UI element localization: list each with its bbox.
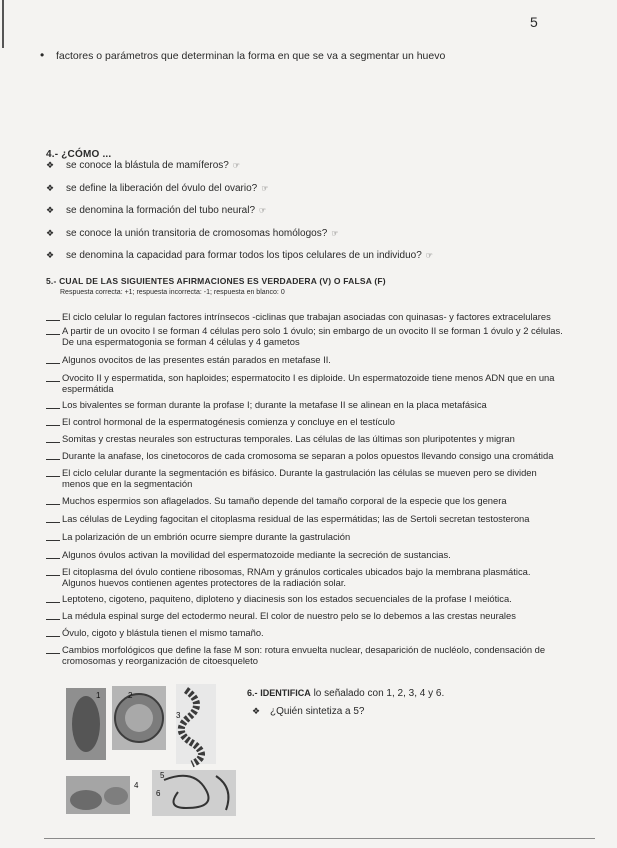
answer-blank[interactable]	[46, 450, 60, 460]
answer-blank[interactable]	[46, 311, 60, 321]
question-item: ❖ se denomina la formación del tubo neural? ☞	[46, 205, 267, 216]
statement-row: Somitas y crestas neurales son estructuras temporales. Las células de las últimas son pluripotentes y migran	[46, 433, 566, 444]
diamond-bullet-icon: ❖	[46, 227, 55, 238]
statement-row: Muchos espermios son aflagelados. Su tamaño depende del tamaño corporal de la especie que los genera	[46, 495, 566, 506]
statement-row: El control hormonal de la espermatogénesis comienza y concluye en el testículo	[46, 416, 566, 427]
question-item: ❖ se denomina la capacidad para formar todos los tipos celulares de un individuo? ☞	[46, 250, 433, 261]
answer-blank[interactable]	[46, 610, 60, 620]
scoring-legend: Respuesta correcta: +1; respuesta incorrecta: -1; respuesta en blanco: 0	[60, 289, 285, 296]
statement-row: La polarización de un embrión ocurre siempre durante la gastrulación	[46, 531, 566, 542]
statement-row: Leptoteno, cigoteno, paquiteno, diploteno y diacinesis son los estados secuenciales de la profase I meiótica.	[46, 593, 566, 604]
section-6-question: ❖ ¿Quién sintetiza a 5?	[252, 706, 365, 717]
statement-row: Algunos ovocitos de las presentes están parados en metafase II.	[46, 354, 566, 365]
answer-blank[interactable]	[46, 399, 60, 409]
figure-2-nucleus	[125, 704, 153, 732]
statement-list	[46, 298, 566, 666]
answer-blank[interactable]	[46, 566, 60, 576]
figure-label-5: 5	[160, 771, 165, 780]
figure-collage	[66, 684, 236, 816]
question-item: ❖ se define la liberación del óvulo del ovario? ☞	[46, 182, 269, 194]
pointing-hand-icon: ☞	[425, 251, 433, 260]
statement-row: Durante la anafase, los cinetocoros de cada cromosoma se separan a polos opuestos llevando consigo una cromátida	[46, 450, 566, 461]
figure-5-image	[152, 770, 236, 816]
figure-4-blastula	[104, 787, 128, 805]
pointing-hand-icon: ☞	[331, 228, 339, 238]
figure-label-3: 3	[176, 711, 181, 720]
diamond-bullet-icon: ❖	[46, 250, 55, 260]
margin-mark	[2, 0, 4, 48]
answer-blank[interactable]	[46, 325, 60, 335]
statement-row: Óvulo, cigoto y blástula tienen el mismo tamaño.	[46, 627, 566, 638]
page-number: 5	[530, 14, 538, 30]
figure-1-organism	[72, 696, 100, 752]
statement-row: Cambios morfológicos que define la fase M son: rotura envuelta nuclear, desaparición de nucléolo, condensación de cromosomas y reorganización de citoesqueleto	[46, 644, 566, 666]
statement-row: Ovocito II y espermatida, son haploides; espermatocito I es diploide. Un espermatozoide tiene menos ADN que en una espermátida	[46, 372, 566, 394]
bottom-rule	[44, 838, 595, 839]
answer-blank[interactable]	[46, 467, 60, 477]
section-5-title: 5.- CUAL DE LAS SIGUIENTES AFIRMACIONES ES VERDADERA (V) O FALSA (F)	[46, 276, 386, 286]
figure-label-1: 1	[96, 691, 101, 700]
pointing-hand-icon: ☞	[259, 206, 267, 215]
statement-row: El ciclo celular durante la segmentación es bifásico. Durante la gastrulación las células se mueven pero se dividen menos que en la segmentación	[46, 467, 566, 489]
answer-blank[interactable]	[46, 644, 60, 654]
question-item: ❖ se conoce la blástula de mamíferos? ☞	[46, 160, 241, 171]
pointing-hand-icon: ☞	[232, 161, 241, 170]
intro-bullet-text: factores o parámetros que determinan la forma en que se va a segmentar un huevo	[56, 50, 446, 62]
answer-blank[interactable]	[46, 372, 60, 382]
figure-4-ovum	[70, 790, 102, 810]
figure-label-2: 2	[128, 691, 133, 700]
section-4-title: 4.- ¿CÓMO ...	[46, 149, 112, 160]
answer-blank[interactable]	[46, 549, 60, 559]
diamond-bullet-icon: ❖	[46, 182, 55, 193]
diamond-bullet-icon: ❖	[252, 706, 261, 716]
statement-row: Algunos óvulos activan la movilidad del espermatozoide mediante la secreción de sustancias.	[46, 549, 566, 560]
diamond-bullet-icon: ❖	[46, 160, 55, 170]
question-item: ❖ se conoce la unión transitoria de cromosomas homólogos? ☞	[46, 227, 339, 239]
answer-blank[interactable]	[46, 593, 60, 603]
bullet-dot-icon: •	[40, 48, 45, 62]
pointing-hand-icon: ☞	[261, 183, 269, 193]
statement-row: Los bivalentes se forman durante la profase I; durante la metafase II se alinean en la placa metafásica	[46, 399, 566, 410]
statement-row: Las células de Leyding fagocitan el citoplasma residual de las espermátidas; las de Sertoli secretan testosterona	[46, 513, 566, 524]
figure-label-6: 6	[156, 789, 161, 798]
statement-row: El ciclo celular lo regulan factores intrínsecos -ciclinas que trabajan asociadas con quinasas- y factores extracelulares	[46, 311, 566, 322]
answer-blank[interactable]	[46, 531, 60, 541]
statement-row: El citoplasma del óvulo contiene ribosomas, RNAm y gránulos corticales ubicados bajo la membrana plasmática. Algunos huevos contienen agentes protectores de la radiación solar.	[46, 566, 566, 588]
answer-blank[interactable]	[46, 513, 60, 523]
diamond-bullet-icon: ❖	[46, 205, 55, 215]
statement-row: La médula espinal surge del ectodermo neural. El color de nuestro pelo se lo debemos a las crestas neurales	[46, 610, 566, 621]
answer-blank[interactable]	[46, 354, 60, 364]
answer-blank[interactable]	[46, 416, 60, 426]
section-4-questions	[46, 160, 433, 273]
section-6-title: 6.- IDENTIFICA lo señalado con 1, 2, 3, 4 y 6.	[247, 688, 445, 699]
intro-bullet	[40, 48, 445, 62]
statement-row: A partir de un ovocito I se forman 4 células pero solo 1 óvulo; sin embargo de un ovocito II se forman 1 óvulo y 2 células. De una espermatogonia se forman 4 células y 4 gametos	[46, 325, 566, 347]
answer-blank[interactable]	[46, 495, 60, 505]
figure-label-4: 4	[134, 781, 139, 790]
answer-blank[interactable]	[46, 627, 60, 637]
figure-collage-svg	[66, 684, 236, 816]
answer-blank[interactable]	[46, 433, 60, 443]
